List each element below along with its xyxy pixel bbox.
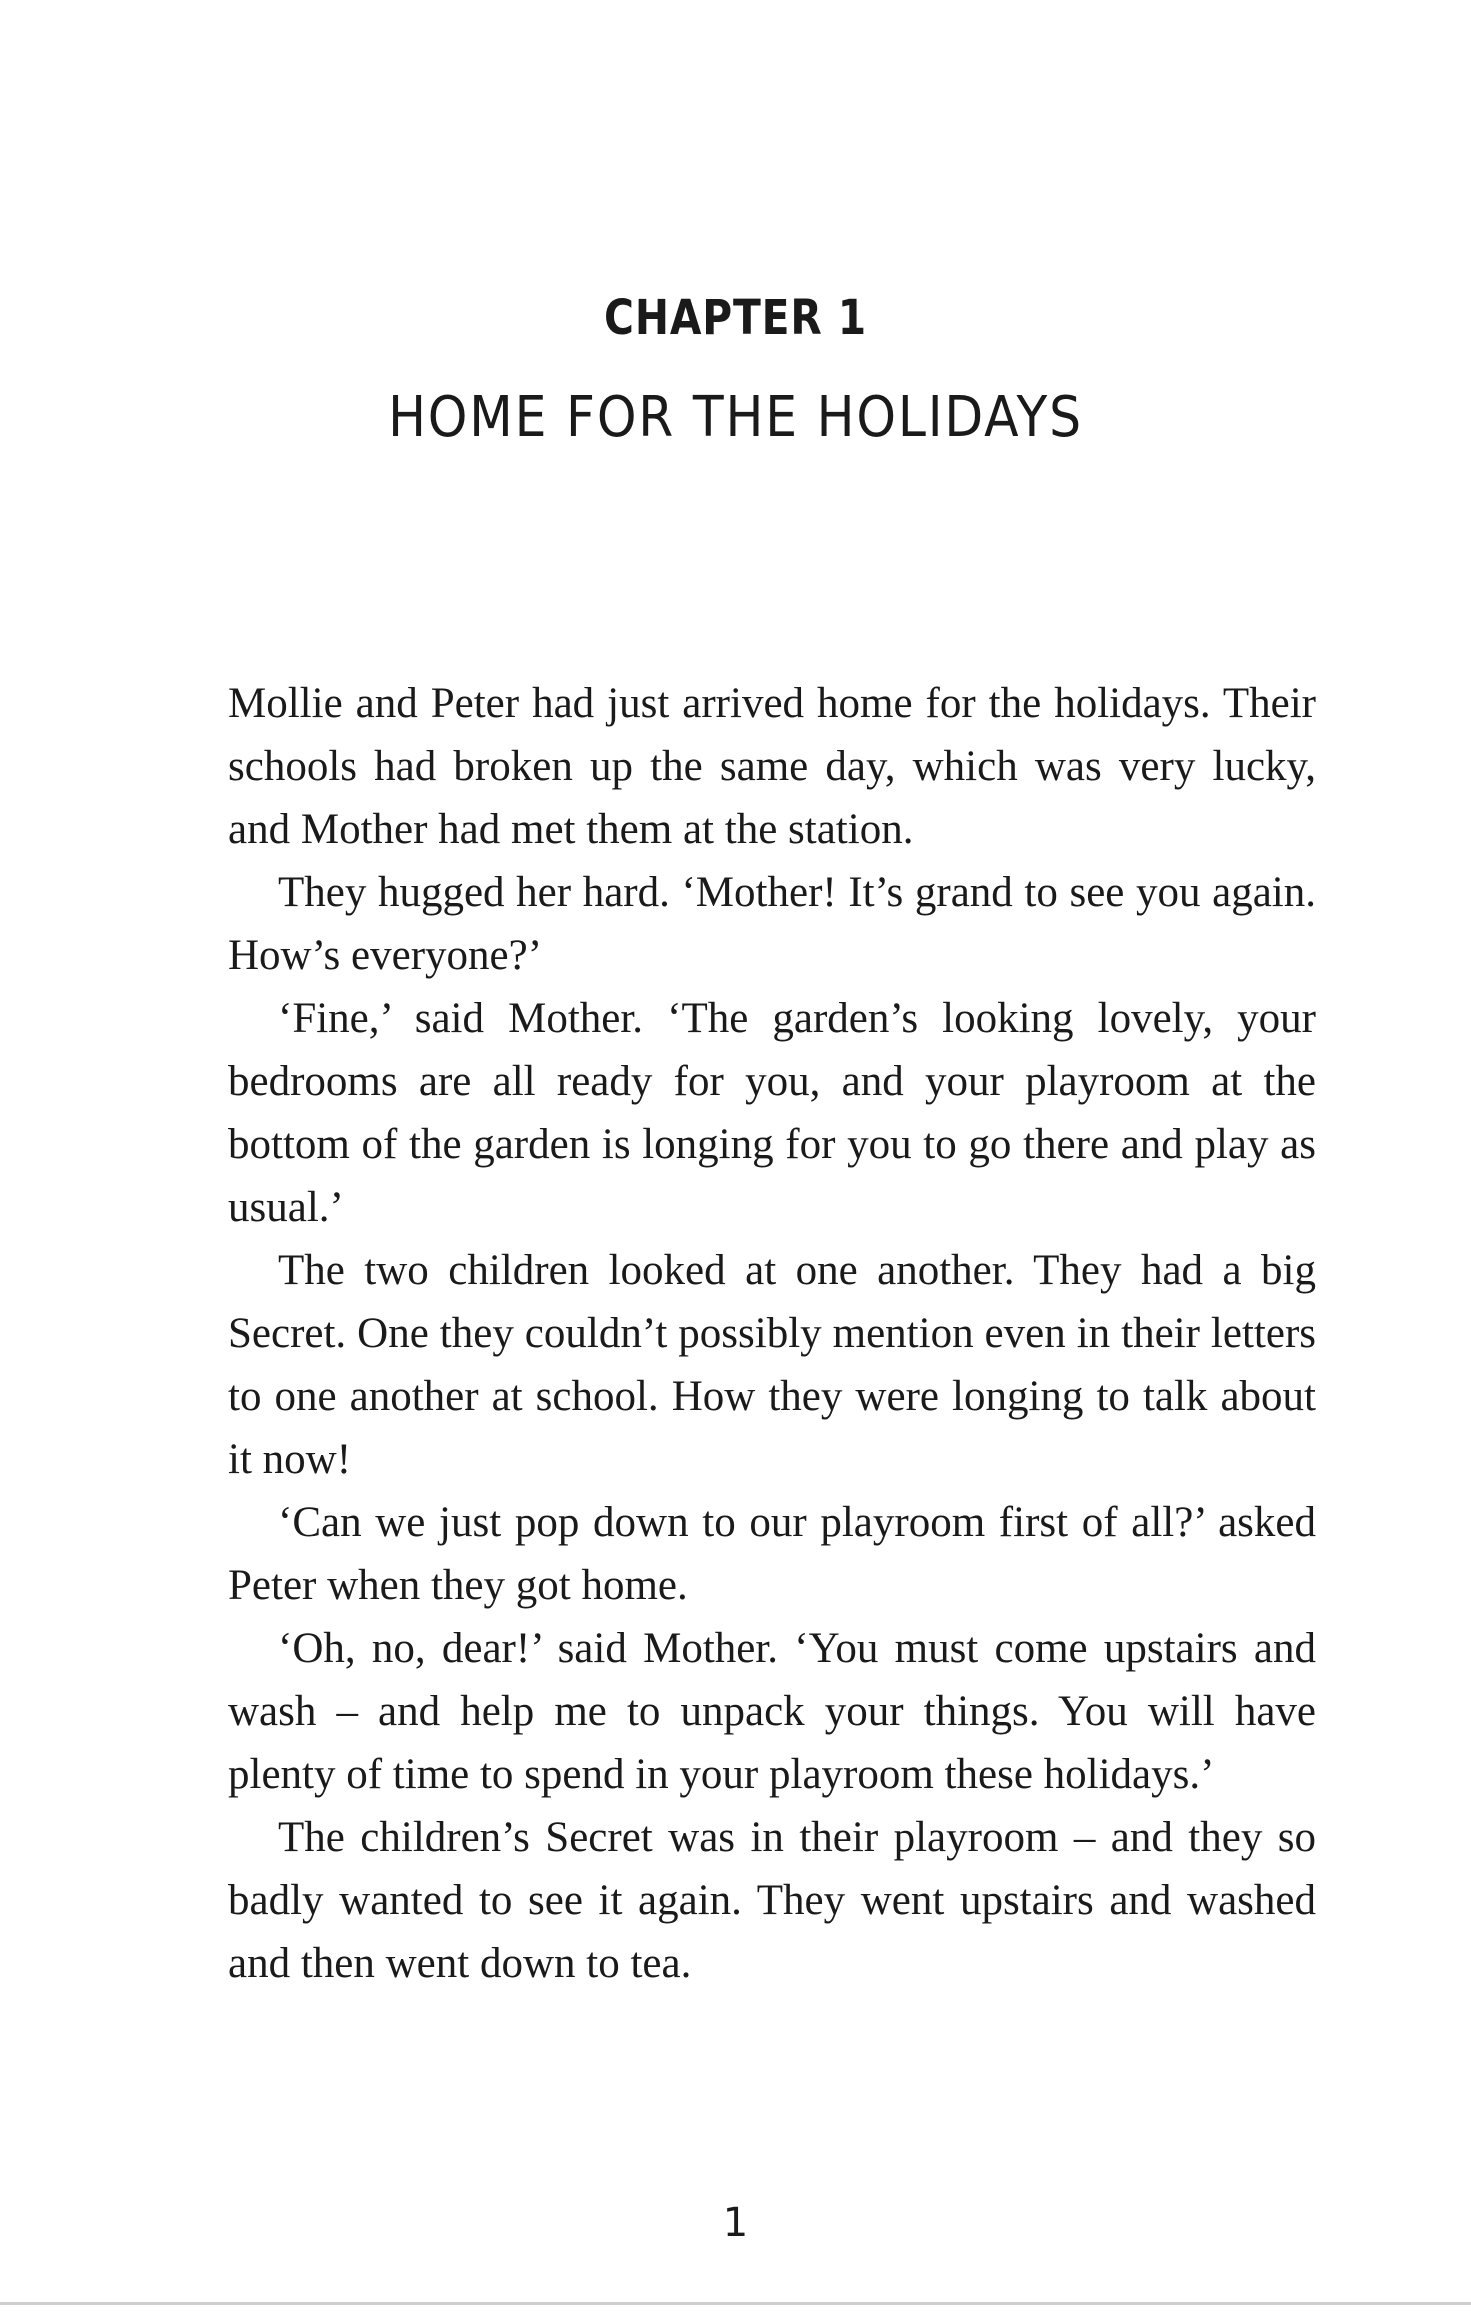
- paragraph: The children’s Secret was in their playroom – and they so badly wanted to see it again. They went upstairs and washed and then went down to tea.: [228, 1814, 1316, 1987]
- chapter-title: HOME FOR THE HOLIDAYS: [388, 385, 1083, 450]
- paragraph: Mollie and Peter had just arrived home for the holidays. Their schools had broken up the same day, which was very lucky, and Mother had met them at the station.: [228, 680, 1316, 853]
- paragraph: ‘Fine,’ said Mother. ‘The garden’s looking lovely, your bedrooms are all ready for you, and your playroom at the bottom of the garden is longing for you to go there and play as usual.’: [228, 995, 1316, 1231]
- paragraph: ‘Can we just pop down to our playroom first of all?’ asked Peter when they got home.: [228, 1499, 1316, 1609]
- chapter-label: CHAPTER 1: [604, 290, 867, 346]
- page-number: 1: [722, 2200, 749, 2246]
- paragraph: The two children looked at one another. They had a big Secret. One they couldn’t possibly mention even in their letters to one another at school. How they were longing to talk about it now!: [228, 1247, 1316, 1483]
- page-edge-divider: [0, 2302, 1471, 2305]
- paragraph: ‘Oh, no, dear!’ said Mother. ‘You must come upstairs and wash – and help me to unpack your things. You will have plenty of time to spend in your playroom these holidays.’: [228, 1625, 1316, 1798]
- chapter-body: [228, 672, 1316, 1995]
- paragraph: They hugged her hard. ‘Mother! It’s grand to see you again. How’s everyone?’: [228, 869, 1316, 979]
